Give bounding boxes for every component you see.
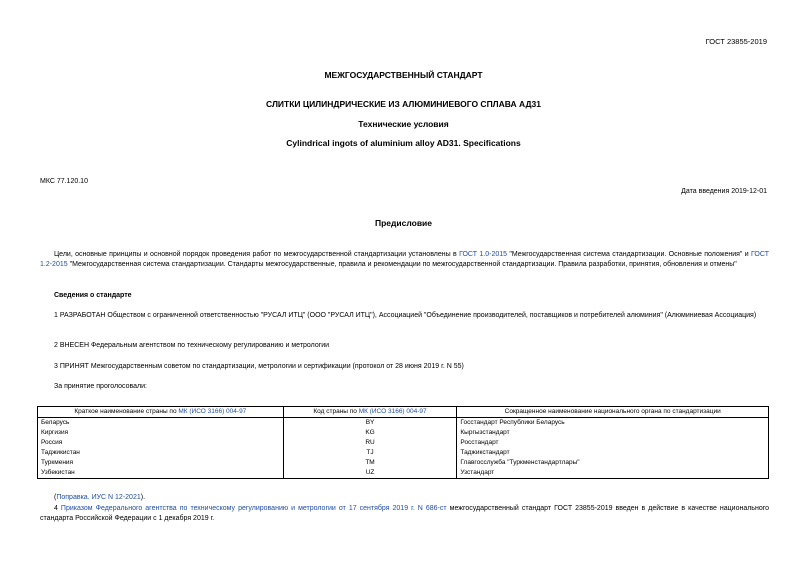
body-cell: Росстандарт [457,438,769,448]
table-row [38,468,769,479]
mk-iso-3166-link[interactable]: МК (ИСО 3166) 004-97 [358,408,427,415]
preface-text: Цели, основные принципы и основной порядок проведения работ по межгосударственной стандартизации установлены в [54,251,460,258]
amendment-note [54,493,145,503]
mk-iso-3166-link[interactable]: МК (ИСО 3166) 004-97 [178,408,247,415]
code-cell: UZ [283,468,457,479]
code-cell: BY [283,418,457,429]
country-cell: Таджикистан [38,448,284,458]
country-cell: Киргизия [38,428,284,438]
amendment-open: ( [54,494,57,501]
item-introduced: 2 ВНЕСЕН Федеральным агентством по техническому регулированию и метрологии [54,342,330,349]
standard-title: СЛИТКИ ЦИЛИНДРИЧЕСКИЕ ИЗ АЛЮМИНИЕВОГО СПЛАВА АД31 [266,99,541,109]
mks-code: МКС 77.120.10 [40,178,88,185]
body-cell: Узстандарт [457,468,769,479]
country-cell: Россия [38,438,284,448]
code-cell: TM [283,458,457,468]
item-adopted: 3 ПРИНЯТ Межгосударственным советом по стандартизации, метрологии и сертификации (протокол от 28 июня 2019 г. N 55) [54,363,464,370]
country-cell: Беларусь [38,418,284,429]
code-cell: KG [283,428,457,438]
introduction-date: Дата введения 2019-12-01 [681,188,767,195]
table-row [38,458,769,468]
table-row [38,418,769,429]
voted-label: За принятие проголосовали: [54,383,147,390]
column-header-text: Краткое наименование страны по [74,408,179,415]
column-header-body: Сокращенное наименование национального органа по стандартизации [457,407,769,418]
body-cell: Главгосслужба "Туркменстандартлары" [457,458,769,468]
amendment-close: ). [140,494,146,501]
preface-text: "Межгосударственная система стандартизации. Основные положения" и [507,251,752,258]
voting-countries-table [37,406,769,479]
amendment-link[interactable]: Поправка. ИУС N 12-2021 [56,494,141,501]
item-number: 4 [54,505,61,512]
code-cell: RU [283,438,457,448]
standard-subtitle: Технические условия [358,119,449,129]
code-cell: TJ [283,448,457,458]
country-cell: Узбекистан [38,468,284,479]
order-link[interactable]: Приказом Федерального агентства по техническому регулированию и метрологии от 17 сентября 2019 г. N 686-ст [60,505,447,512]
gost-1-0-link[interactable]: ГОСТ 1.0-2015 [459,251,508,258]
item-text: межгосударственный стандарт ГОСТ 23855-2019 введен в действие в качестве национального стандарта Российской Федерации с 1 декабря 2019 г. [40,505,770,522]
item-developed: 1 РАЗРАБОТАН Обществом с ограниченной ответственностью "РУСАЛ ИТЦ" (ООО "РУСАЛ ИТЦ"), Ассоциацией "Объединение производителей, поставщиков и потребителей алюминия" (Алюминиевая Ассоциация) [54,312,757,319]
table-row [38,428,769,438]
about-standard-heading: Сведения о стандарте [54,292,132,299]
standard-type-heading: МЕЖГОСУДАРСТВЕННЫЙ СТАНДАРТ [324,70,483,80]
standard-title-english: Cylindrical ingots of aluminium alloy AD31. Specifications [286,138,521,148]
column-header-text: Код страны по [313,408,359,415]
gost-1-2-link[interactable]: ГОСТ 1.2-2015 [40,251,769,268]
body-cell: Таджикстандарт [457,448,769,458]
preface-heading: Предисловие [374,218,433,228]
table-row [38,448,769,458]
preface-paragraph [40,250,769,270]
country-cell: Туркмения [38,458,284,468]
item-enacted [40,504,769,524]
column-header-code [283,407,457,418]
body-cell: Кыргызстандарт [457,428,769,438]
document-code: ГОСТ 23855-2019 [705,37,767,46]
body-cell: Госстандарт Республики Беларусь [457,418,769,429]
preface-text: "Межгосударственная система стандартизации. Стандарты межгосударственные, правила и рекомендации по межгосударственной стандартизации. Правила разработки, принятия, обновления и отмены" [67,261,737,268]
column-header-country [38,407,284,418]
table-row [38,438,769,448]
